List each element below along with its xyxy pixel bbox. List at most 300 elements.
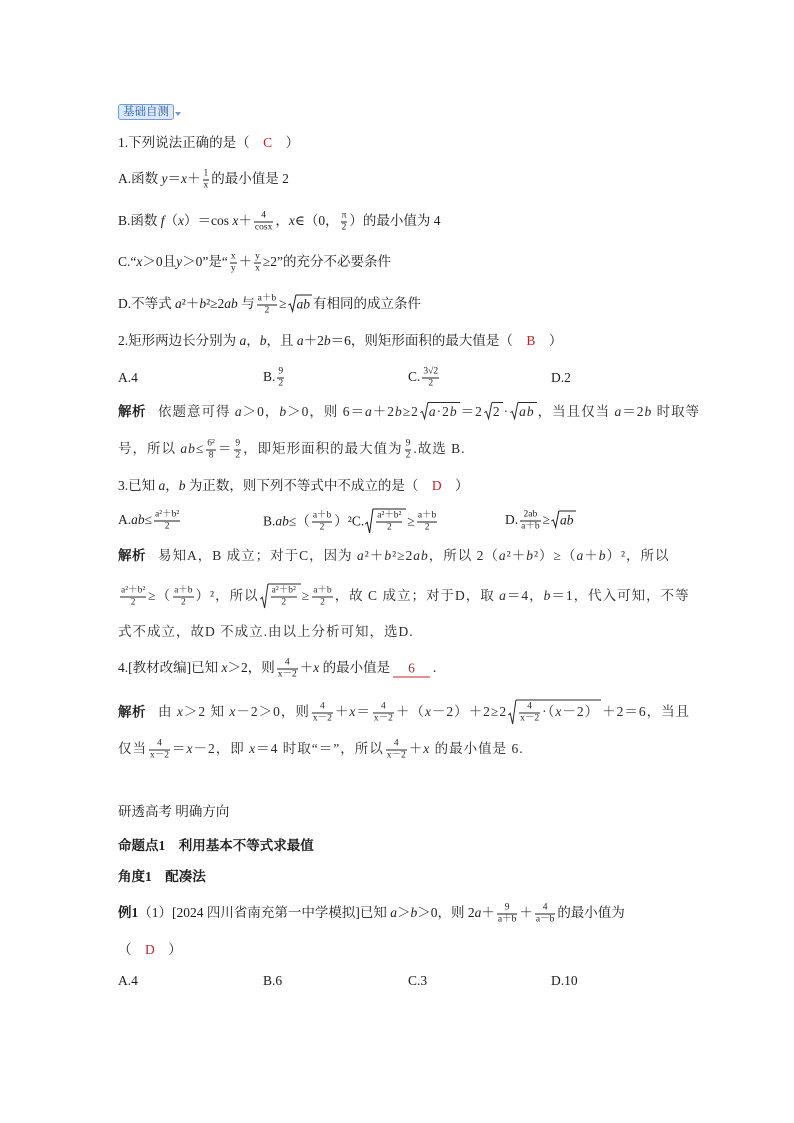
radical-stroke [484,402,492,418]
text-run: ＝4， [506,588,544,604]
answer-choice: D [431,478,442,493]
fraction-denominator: 8 [208,450,214,461]
fraction-numerator: a＋b [312,510,332,521]
text-run: ≥（ [148,588,172,604]
text-run: ＞0，则 6＝ [287,404,365,419]
math-variable: b [410,905,418,921]
math-variable: ab [275,513,289,529]
square-root [365,509,406,534]
fraction-numerator: a²＋b² [271,585,296,596]
math-variable: y [176,254,183,270]
radical-sign-icon [365,509,373,534]
text-run: 与 [237,296,255,312]
fraction-numerator: a²＋b² [155,509,180,520]
math-variable: ab [224,296,238,312]
q3-option-a [118,510,182,533]
text-run: ） [535,333,563,348]
text-run: （ [164,213,179,229]
text-run: ） [272,135,300,150]
math-variable: a [158,478,166,493]
math-variable: a [296,333,304,348]
math-variable: b [526,548,534,563]
square-root [510,402,537,419]
fraction-denominator: 2 [428,378,434,389]
text-run: C.3 [408,973,428,988]
math-variable: x [229,704,237,720]
text-run: . [432,660,437,676]
text-run: ＋ [299,660,314,676]
text-run: 的最小值是 6. [430,741,524,757]
math-variable: x [349,704,357,720]
text-run: 2 [492,404,501,419]
text-run: ＞0且 [142,254,177,270]
fraction [386,739,407,762]
text-run: －2） [562,704,600,720]
fraction [417,511,437,534]
text-run: A.4 [118,370,138,385]
example-label: 例1 [118,905,139,921]
answer-choice: D [145,942,155,957]
text-run: 的最小值是 [319,660,391,676]
text-run: ，所以 2（ [428,548,499,563]
q2-solution-line-1 [118,402,700,422]
radicand [296,294,313,311]
radical-sign-icon [288,294,296,311]
radicand [268,584,301,609]
math-variable: b [395,404,403,419]
text-run: ≤ [195,441,205,457]
text-run: D.2 [551,370,571,385]
math-variable: a [499,588,507,604]
example1-option-c [408,971,427,991]
fraction-denominator: 2 [164,521,170,532]
text-run: ＞0，则 2 [417,905,475,921]
math-variable: b [644,404,653,419]
math-variable: a [234,404,243,419]
fraction [312,586,332,609]
math-variable: a [614,404,623,419]
fraction-numerator: 3√2 [423,366,439,377]
q2-option-d [551,368,571,388]
q3-option-c [351,510,439,533]
text-run: D.10 [551,973,578,988]
math-variable: x [288,213,295,229]
text-run: ≥2”的充分不必要条件 [262,254,392,270]
fraction-numerator: 1 [203,168,209,179]
text-run: ， [275,213,289,229]
fraction-numerator: 4 [277,658,298,670]
math-variable: ab [180,441,196,457]
text-run: ）²，所以 [606,548,670,563]
radicand [516,700,601,725]
fraction [373,702,394,725]
q2-option-a [118,368,138,388]
math-variable: ab [519,404,535,419]
text-run: ＞0， [242,404,280,419]
math-variable: ab [296,296,311,312]
fraction-numerator: 4 [535,903,555,915]
fraction-denominator: 2 [180,597,186,608]
text-run: 4.[教材改编]已知 [118,660,222,676]
text-run: ≥ [279,296,287,312]
q4-stem [118,658,436,681]
radical-stroke [366,509,374,533]
fraction-denominator: 2 [278,378,284,389]
fraction-denominator: x－2 [386,750,406,761]
text-run: 的最小值为 [557,905,625,921]
fraction [535,903,555,926]
fraction [497,903,517,926]
text-run: ＋ [187,171,201,187]
math-variable: x [178,213,185,229]
fraction-numerator: 9 [278,366,284,377]
text-run: ≥2 [402,404,419,419]
math-variable: x [136,254,143,270]
fraction-numerator: 9 [405,438,411,449]
text-run: ＋ [238,254,253,270]
text-run: ＋ [408,741,424,757]
text-run: ≥ [301,588,311,604]
q3-solution-line-1 [118,546,670,566]
text-run: ＋2 [372,404,395,419]
math-variable: ab [413,548,429,563]
text-run: ，即矩形面积的最大值为 [243,441,403,457]
radicand [559,510,576,527]
fraction [312,702,333,725]
radical-sign-icon [551,510,559,527]
math-variable: ab [560,512,574,528]
math-variable: y [161,171,168,187]
fraction-numerator: a²＋b² [377,510,402,521]
math-variable: x [423,741,431,757]
radical-stroke [508,700,516,724]
fraction [519,702,540,725]
fraction-numerator: a＋b [417,510,437,521]
fraction-denominator: x [255,263,260,274]
radical-stroke [420,402,428,418]
text-run: 有相同的成立条件 [313,296,422,312]
q3-options-b-c [263,509,439,534]
example1-stem [118,903,625,926]
fraction-denominator: cosx [254,222,273,233]
fraction-numerator: π [341,210,347,221]
fraction [376,511,402,534]
text-run: 仅当 [118,741,147,757]
text-run: ＋ [584,548,599,563]
text-run: ²≥2 [206,296,225,312]
fraction [173,586,193,609]
q2-option-c [408,367,441,390]
radical-stroke [510,402,518,418]
q3-stem [118,476,469,496]
fraction [254,252,261,275]
fraction-denominator: 2 [341,222,347,233]
text-run: 3.已知 [118,478,159,493]
text-run: ＋ [519,905,533,921]
fraction-numerator: y [255,251,260,262]
fraction [405,439,412,462]
fraction-numerator: a＋b [313,585,332,596]
radicand [518,402,537,419]
q1-option-d [118,294,421,317]
q2-solution-line-2 [118,439,466,462]
fraction-denominator: 2 [281,597,287,608]
text-run: 依题意可得 [158,404,235,419]
square-root [420,402,460,419]
q1-stem [118,133,299,153]
text-run: ＋ [334,704,350,720]
fraction-numerator: 4 [373,702,394,714]
text-run: C. [408,369,421,385]
answer-choice: C [263,135,273,150]
text-run: ≤（ [288,513,310,529]
text-run: D.不等式 [118,296,175,312]
fraction-denominator: 2 [130,597,136,608]
text-run: （ [118,942,145,957]
fraction-numerator: 4 [519,702,540,714]
text-run: 为正数，则下列不等式中不成立的是（ [185,478,432,493]
text-run: ＝ [172,741,187,757]
fraction [254,211,273,234]
q3-option-b [263,510,352,533]
fraction [271,586,297,609]
radical-sign-icon [260,584,268,609]
text-run: 时取等 [652,404,701,419]
math-variable: a [474,905,482,921]
text-run: ＞0”是“ [182,254,228,270]
topic-heading: 命题点1 利用基本不等式求最值 [118,838,314,853]
math-variable: x [555,704,563,720]
text-run: A. [118,512,132,528]
fraction-numerator: 4 [254,211,273,223]
text-run: －2＞0，则 [236,704,310,720]
fraction-denominator: 2 [235,450,241,461]
text-run: ²≥2 [392,548,414,563]
text-run: ＋ [238,213,252,229]
math-variable: a [498,548,507,563]
fraction-numerator: 6² [207,438,215,449]
solution-label: 解析 [118,404,146,419]
section-badge: 基础自测 [118,104,174,120]
text-run: C.“ [118,254,137,270]
text-run: ≥ [407,513,415,529]
solution-label: 解析 [118,548,146,563]
text-run: 由 [158,704,177,720]
angle-heading: 角度1 配凑法 [118,869,206,884]
text-run: ＝2 [622,404,645,419]
q4-solution-line-2 [118,739,524,762]
fraction [206,439,216,462]
fraction-denominator: a＋b [497,914,517,925]
fraction [154,510,180,533]
math-variable: x [313,660,320,676]
fraction [230,252,237,275]
text-run: A.函数 [118,171,162,187]
fraction-denominator: x [203,180,209,191]
text-run: ， [246,333,260,348]
fraction-denominator: x－2 [277,669,297,680]
text-run: ∈（0， [294,213,339,229]
radical-stroke [551,510,559,526]
example1-option-a [118,971,138,991]
fraction-numerator: a²＋b² [121,585,146,596]
radical-stroke [260,584,268,608]
text-run: ＋2 [303,333,324,348]
math-variable: a [365,404,373,419]
fraction-denominator: x－2 [150,750,170,761]
radical-stroke [288,294,296,310]
math-variable: b [384,548,393,563]
square-root [288,294,313,311]
solution-label: 解析 [118,704,146,720]
fraction-numerator: 4 [312,702,333,714]
math-variable: a [390,905,397,921]
text-run: 号，所以 [118,441,181,457]
q1-option-c [118,252,391,275]
text-run: 2.矩形两边长分别为 [118,333,240,348]
math-variable: a [576,548,585,563]
fraction-numerator: x [230,251,236,262]
q3-option-d [505,510,577,533]
text-run: .故选 B. [413,441,466,457]
fraction [277,658,298,681]
q3-solution-line-2 [118,584,690,609]
math-variable: b [259,333,267,348]
text-run: ＋ [481,905,495,921]
math-variable: a [239,333,247,348]
math-variable: x [232,213,239,229]
fraction-numerator: 2ab [520,510,540,522]
example1-option-b [263,971,282,991]
text-run: ·2 [436,404,450,419]
math-variable: x [249,741,257,757]
math-variable: x [181,171,187,187]
text-run: ，故 C 成立；对于D，取 [334,588,500,604]
text-run: （1）[2024 四川省南充第一中学模拟]已知 [138,905,391,921]
fraction [120,586,146,609]
fraction-numerator: 4 [386,739,407,751]
math-variable: a [428,404,437,419]
radicand [492,402,503,419]
text-run: ＋2＝6，当且 [602,704,691,720]
text-run: ＝2 [460,404,483,419]
text-run: ）的最小值为 4 [349,213,441,229]
text-run: B.6 [263,973,283,988]
math-variable: b [323,333,331,348]
text-run: B. [263,369,276,385]
q1-option-b [118,211,441,234]
text-run: ＝ [356,704,371,720]
text-run: B. [263,513,276,529]
fraction-denominator: x－2 [373,713,393,724]
answer-choice: B [526,333,536,348]
text-run: ²＋ [364,548,385,563]
fraction-denominator: 2 [319,522,325,533]
text-run: ）＝cos [184,213,233,229]
q4-solution-line-1 [118,700,690,725]
text-run: －2）＋2≥2 [431,704,508,720]
text-run: D. [505,512,519,528]
radicand [428,402,460,419]
fraction [520,510,540,533]
text-run: ＞ [397,905,411,921]
q2-option-b [263,367,286,390]
fraction-numerator: a＋b [174,585,193,596]
q1-option-a [118,169,289,192]
text-run: ²＋ [506,548,527,563]
text-run: ＝1，代入可知，不等 [551,588,690,604]
text-run: 式不成立，故D 不成立.由以上分析可知，选D. [118,624,414,639]
fraction [277,367,284,390]
text-run: ＞2，则 [227,660,275,676]
text-run: A.4 [118,973,138,988]
answer-blank: 6 [393,660,430,677]
radical-sign-icon [484,402,492,419]
fraction [234,439,241,462]
text-run: ，当且仅当 [537,404,615,419]
fraction-denominator: 2 [386,522,392,533]
text-run: C. [351,513,365,529]
fraction-denominator: 2 [405,450,411,461]
text-run: ＝ [167,171,181,187]
fraction-denominator: a－b [535,914,555,925]
fraction-denominator: a＋b [521,521,540,532]
fraction-denominator: y [230,263,236,274]
text-run: 1.下列说法正确的是（ [118,135,264,150]
text-run: ，且 [266,333,297,348]
text-run: ） [154,942,182,957]
example1-answer-paren [118,940,182,960]
text-run: ＋（ [395,704,425,720]
section-heading: 研透高考 明确方向 [118,804,230,819]
radical-sign-icon [508,700,516,725]
fraction-denominator: 2 [320,597,325,608]
text-run: ＝4 时取“＝”，所以 [256,741,384,757]
fraction [149,739,170,762]
math-variable: x [176,704,184,720]
text-run: ＝ [217,441,233,457]
text-run: ²）≥（ [533,548,577,563]
fraction-denominator: x－2 [520,713,540,724]
text-run: ） [441,478,469,493]
text-run: ＞2 知 [183,704,230,720]
square-root [508,700,601,725]
text-run: B.函数 [118,213,161,229]
math-variable: x [186,741,194,757]
math-variable: b [279,404,288,419]
text-run: 的最小值是 2 [211,171,289,187]
text-run: ≤ [144,512,153,528]
q2-stem [118,331,562,351]
badge-arrow-icon [175,112,181,116]
square-root [260,584,301,609]
fraction [422,367,439,390]
radical-sign-icon [420,402,428,419]
math-variable: a [175,296,182,312]
math-variable: b [178,478,186,493]
math-variable: f [160,213,165,229]
text-run: · [503,404,510,419]
math-variable: b [598,548,607,563]
fraction-numerator: 9 [497,903,517,915]
text-run: ≥ [542,512,551,528]
text-run: 易知A，B 成立；对于C，因为 [158,548,358,563]
text-run: ²＋ [181,296,200,312]
example1-option-d [551,971,578,991]
square-root [484,402,503,419]
fraction-numerator: 4 [149,739,170,751]
text-run: ， [165,478,179,493]
